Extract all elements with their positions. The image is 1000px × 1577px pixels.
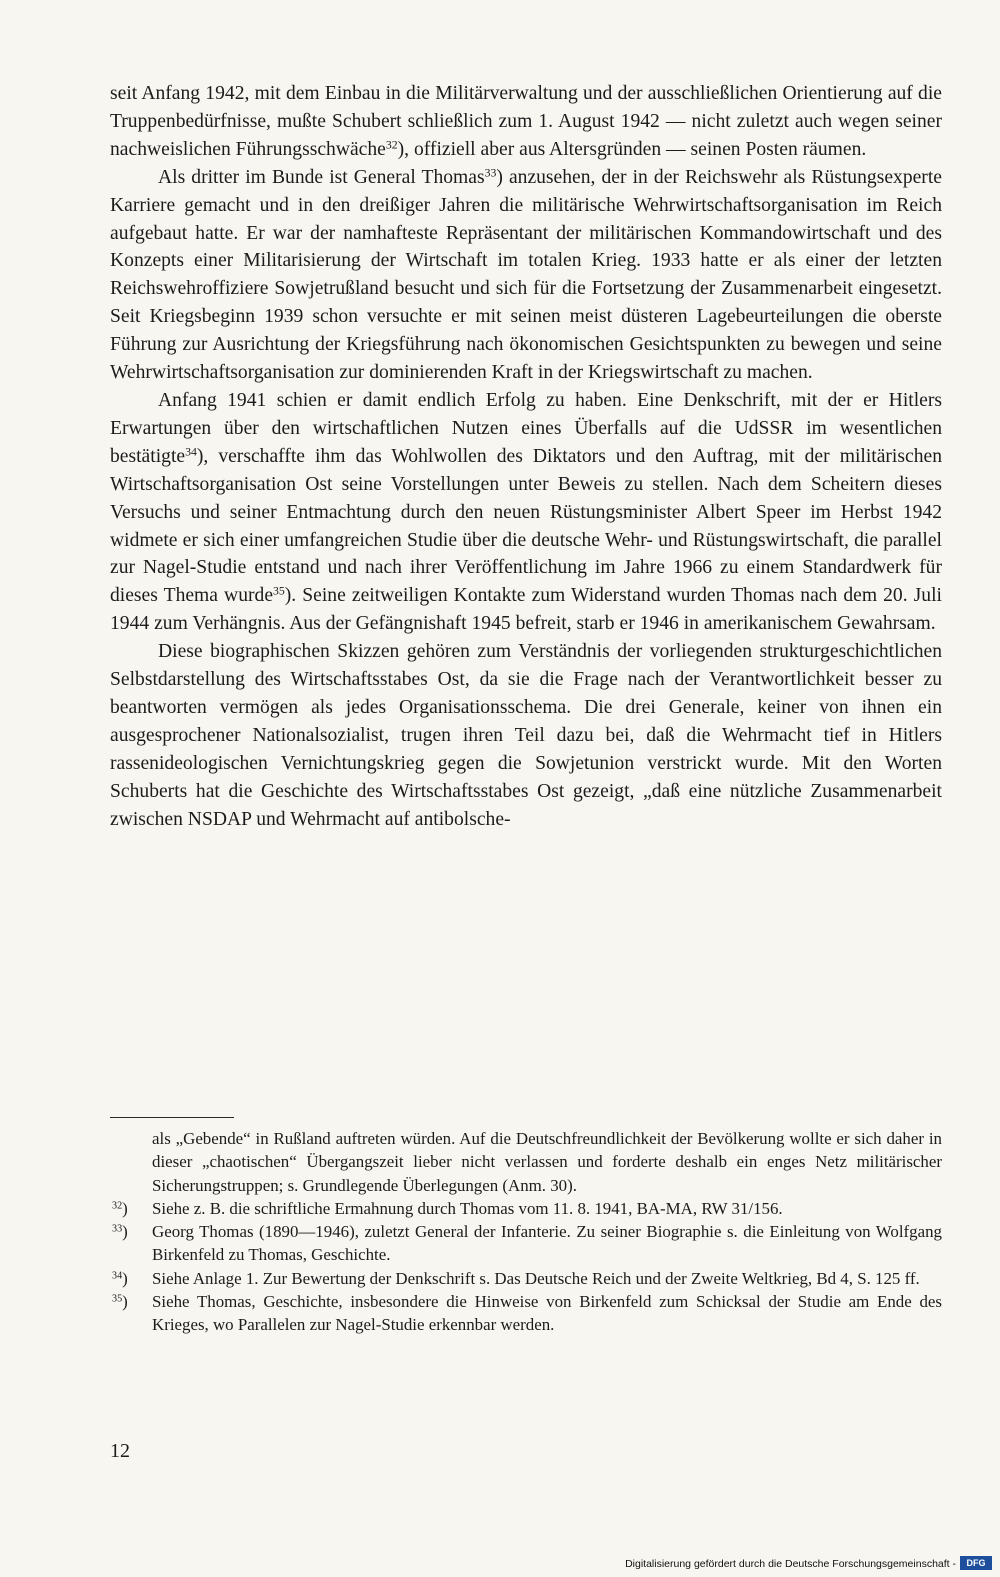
- main-text: [110, 80, 942, 833]
- footnote-ref-34: 34: [185, 445, 197, 459]
- footnote-divider: [110, 1117, 234, 1118]
- page-number: 12: [110, 1440, 130, 1462]
- footnotes: [110, 1127, 942, 1337]
- footnote-ref-35: 35: [273, 584, 285, 598]
- paragraph-2: Als dritter im Bunde ist General Thomas$^{33}$) anzusehen, der in der Reichswehr als Rüstungsexperte Karriere gemacht und in den dreißiger Jahren die militärische Wehrwirtschaftsorganisation im Reich aufgebaut hatte. Er war der namhafteste Repräsentant der militärischen Kommandowirtschaft und des Konzepts einer Militarisierung der Wirtschaft im totalen Krieg. 1933 hatte er als einer der letzten Reichswehroffiziere Sowjetrußland besucht und sich für die Fortsetzung der Zusammenarbeit eingesetzt. Seit Kriegsbeginn 1939 schon versuchte er mit seinen meist düsteren Lagebeurteilungen die oberste Führung zur Ausrichtung der Kriegsführung nach ökonomischen Gesichtspunkten zu bewegen und seine Wehrwirtschaftsorganisation zur dominierenden Kraft in der Kriegswirtschaft zu machen.: [110, 166, 942, 384]
- footnote-34: $^{34}$) Siehe Anlage 1. Zur Bewertung der Denkschrift s. Das Deutsche Reich und der Zweite Weltkrieg, Bd 4, S. 125 ff.: [112, 1268, 920, 1288]
- paragraph-3: Anfang 1941 schien er damit endlich Erfolg zu haben. Eine Denkschrift, mit der er Hitlers Erwartungen über den wirtschaftlichen Nutzen eines Überfalls auf die UdSSR im wesentlichen bestätigte$^{34}$), verschaffte ihm das Wohlwollen des Diktators und den Auftrag, mit der militärischen Wirtschaftsorganisation Ost seine Vorstellungen unter Beweis zu stellen. Nach dem Scheitern dieses Versuchs und seiner Entmachtung durch den neuen Rüstungsminister Albert Speer im Herbst 1942 widmete er sich einer umfangreichen Studie über die deutsche Wehr- und Rüstungswirtschaft, die parallel zur Nagel-Studie entstand und nach ihrer Veröffentlichung im Jahre 1966 zu einem Standardwerk für dieses Thema wurde$^{35}$). Seine zeitweiligen Kontakte zum Widerstand wurden Thomas nach dem 20. Juli 1944 zum Verhängnis. Aus der Gefängnishaft 1945 befreit, starb er 1946 in amerikanischem Gewahrsam.: [110, 389, 942, 635]
- footnote-35: $^{35}$) Siehe Thomas, Geschichte, insbesondere die Hinweise von Birkenfeld zum Schicksal der Studie am Ende des Krieges, wo Parallelen zur Nagel-Studie erkennbar werden.: [112, 1292, 942, 1335]
- paragraph-4: Diese biographischen Skizzen gehören zum Verständnis der vorliegenden strukturgeschichtlichen Selbstdarstellung des Wirtschaftsstabes Ost, da sie die Frage nach der Verantwortlichkeit besser zu beantworten vermögen als jedes Organisationsschema. Die drei Generale, keiner von ihnen ein ausgesprochener Nationalsozialist, trugen ihren Teil dazu bei, daß die Wehrmacht tief in Hitlers rassenideologischen Vernichtungskrieg gegen die Sowjetunion verstrickt wurde. Mit den Worten Schuberts hat die Geschichte des Wirtschaftsstabes Ost gezeigt, „daß eine nützliche Zusammenarbeit zwischen NSDAP und Wehrmacht auf antibolsche-: [110, 641, 942, 830]
- footnote-33: $^{33}$) Georg Thomas (1890—1946), zuletzt General der Infanterie. Zu seiner Biographie s. die Einleitung von Wolfgang Birkenfeld zu Thomas, Geschichte.: [112, 1222, 942, 1265]
- dfg-logo-icon: DFG: [960, 1556, 992, 1570]
- paragraph-1: seit Anfang 1942, mit dem Einbau in die Militärverwaltung und der ausschließlichen Orientierung auf die Truppenbedürfnisse, mußte Schubert schließlich zum 1. August 1942 — nicht zuletzt auch wegen seiner nachweislichen Führungsschwäche$^{32}$), offiziell aber aus Altersgründen — seinen Posten räumen.: [110, 83, 942, 160]
- footnote-ref-33: 33: [484, 166, 497, 180]
- footnote-ref-32: 32: [385, 138, 398, 152]
- digitization-note: Digitalisierung gefördert durch die Deutsche Forschungsgemeinschaft -: [625, 1558, 956, 1570]
- footnote-32: $^{32}$) Siehe z. B. die schriftliche Ermahnung durch Thomas vom 11. 8. 1941, BA-MA, RW 31/156.: [112, 1198, 783, 1218]
- footnote-continued: als „Gebende“ in Rußland auftreten würden. Auf die Deutschfreundlichkeit der Bevölkerung wollte er sich daher in dieser „chaotischen“ Übergangszeit lieber nicht verlassen und forderte deshalb ein enges Netz militärischer Sicherungstruppen; s. Grundlegende Überlegungen (Anm. 30).: [152, 1129, 942, 1195]
